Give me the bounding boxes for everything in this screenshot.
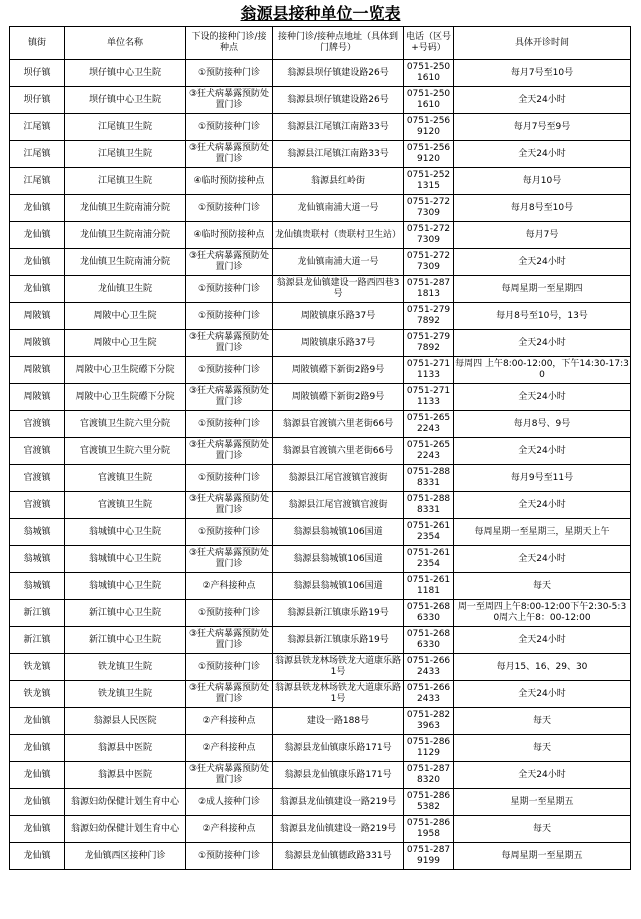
cell-unit-name: 官渡镇卫生院 xyxy=(65,465,186,492)
cell-clinic: ①预防接种门诊 xyxy=(186,654,273,681)
cell-hours: 全天24小时 xyxy=(454,627,631,654)
cell-unit-name: 新江镇中心卫生院 xyxy=(65,600,186,627)
cell-hours: 星期一至星期五 xyxy=(454,789,631,816)
cell-hours: 每周星期一至星期五 xyxy=(454,843,631,870)
cell-hours: 每月15、16、29、30 xyxy=(454,654,631,681)
cell-hours: 每月9号至11号 xyxy=(454,465,631,492)
table-row xyxy=(10,384,631,411)
cell-unit-name: 翁城镇中心卫生院 xyxy=(65,546,186,573)
cell-clinic: ①预防接种门诊 xyxy=(186,411,273,438)
cell-hours: 每月8号至10号，13号 xyxy=(454,303,631,330)
cell-town: 翁城镇 xyxy=(10,573,65,600)
cell-hours: 全天24小时 xyxy=(454,249,631,276)
cell-clinic: ③狂犬病暴露预防处置门诊 xyxy=(186,762,273,789)
cell-town: 新江镇 xyxy=(10,627,65,654)
table-row xyxy=(10,303,631,330)
cell-hours: 每月7号至10号 xyxy=(454,60,631,87)
cell-hours: 每天 xyxy=(454,735,631,762)
cell-hours: 全天24小时 xyxy=(454,330,631,357)
cell-hours: 每月8号、9号 xyxy=(454,411,631,438)
cell-address: 翁源县龙仙镇德政路331号 xyxy=(273,843,404,870)
cell-hours: 全天24小时 xyxy=(454,762,631,789)
cell-address: 翁源县龙仙镇康乐路171号 xyxy=(273,762,404,789)
cell-phone: 0751-2569120 xyxy=(404,141,454,168)
cell-town: 龙仙镇 xyxy=(10,708,65,735)
cell-clinic: ③狂犬病暴露预防处置门诊 xyxy=(186,330,273,357)
cell-unit-name: 翁源妇幼保健计划生育中心 xyxy=(65,816,186,843)
cell-town: 铁龙镇 xyxy=(10,681,65,708)
cell-phone: 0751-2879199 xyxy=(404,843,454,870)
cell-unit-name: 铁龙镇卫生院 xyxy=(65,654,186,681)
cell-address: 翁源县翁城镇106国道 xyxy=(273,573,404,600)
cell-clinic: ④临时预防接种点 xyxy=(186,168,273,195)
cell-town: 翁城镇 xyxy=(10,546,65,573)
cell-clinic: ①预防接种门诊 xyxy=(186,600,273,627)
table-row xyxy=(10,573,631,600)
cell-phone: 0751-2662433 xyxy=(404,654,454,681)
cell-town: 龙仙镇 xyxy=(10,249,65,276)
table-row xyxy=(10,681,631,708)
cell-clinic: ③狂犬病暴露预防处置门诊 xyxy=(186,492,273,519)
cell-clinic: ②成人接种门诊 xyxy=(186,789,273,816)
table-row xyxy=(10,789,631,816)
cell-clinic: ①预防接种门诊 xyxy=(186,303,273,330)
cell-hours: 全天24小时 xyxy=(454,87,631,114)
cell-clinic: ①预防接种门诊 xyxy=(186,195,273,222)
cell-clinic: ③狂犬病暴露预防处置门诊 xyxy=(186,141,273,168)
vaccination-units-table xyxy=(9,26,631,870)
table-row xyxy=(10,87,631,114)
cell-unit-name: 江尾镇卫生院 xyxy=(65,114,186,141)
cell-address: 建设一路188号 xyxy=(273,708,404,735)
cell-unit-name: 龙仙镇卫生院南浦分院 xyxy=(65,222,186,249)
cell-address: 周陂镇礤下新街2路9号 xyxy=(273,357,404,384)
cell-unit-name: 龙仙镇西区接种门诊 xyxy=(65,843,186,870)
cell-town: 龙仙镇 xyxy=(10,195,65,222)
cell-phone: 0751-2612354 xyxy=(404,519,454,546)
cell-address: 翁源县官渡镇六里老街66号 xyxy=(273,438,404,465)
cell-phone: 0751-2888331 xyxy=(404,492,454,519)
cell-hours: 每周四 上午8:00-12:00，下午14:30-17:30 xyxy=(454,357,631,384)
cell-phone: 0751-2662433 xyxy=(404,681,454,708)
cell-unit-name: 翁源妇幼保健计划生育中心 xyxy=(65,789,186,816)
cell-clinic: ①预防接种门诊 xyxy=(186,519,273,546)
cell-town: 周陂镇 xyxy=(10,303,65,330)
cell-hours: 全天24小时 xyxy=(454,492,631,519)
cell-clinic: ②产科接种点 xyxy=(186,573,273,600)
cell-address: 翁源县翁城镇106国道 xyxy=(273,519,404,546)
cell-phone: 0751-2686330 xyxy=(404,600,454,627)
table-row xyxy=(10,519,631,546)
cell-clinic: ③狂犬病暴露预防处置门诊 xyxy=(186,384,273,411)
cell-town: 周陂镇 xyxy=(10,384,65,411)
header-phone: 电话（区号+号码） xyxy=(404,27,454,60)
cell-address: 翁源县新江镇康乐路19号 xyxy=(273,600,404,627)
cell-unit-name: 官渡镇卫生院六里分院 xyxy=(65,411,186,438)
cell-clinic: ①预防接种门诊 xyxy=(186,60,273,87)
cell-phone: 0751-2861129 xyxy=(404,735,454,762)
table-row xyxy=(10,627,631,654)
table-row xyxy=(10,60,631,87)
cell-town: 龙仙镇 xyxy=(10,276,65,303)
cell-phone: 0751-2727309 xyxy=(404,249,454,276)
cell-address: 翁源县翁城镇106国道 xyxy=(273,546,404,573)
cell-phone: 0751-2521315 xyxy=(404,168,454,195)
cell-town: 坝仔镇 xyxy=(10,60,65,87)
table-row xyxy=(10,735,631,762)
table-header-row xyxy=(10,27,631,60)
cell-town: 江尾镇 xyxy=(10,114,65,141)
cell-town: 周陂镇 xyxy=(10,357,65,384)
cell-address: 翁源县铁龙林场铁龙大道康乐路1号 xyxy=(273,681,404,708)
cell-phone: 0751-2711133 xyxy=(404,357,454,384)
cell-clinic: ①预防接种门诊 xyxy=(186,276,273,303)
table-row xyxy=(10,762,631,789)
cell-address: 翁源县龙仙镇康乐路171号 xyxy=(273,735,404,762)
table-row xyxy=(10,465,631,492)
table-row xyxy=(10,600,631,627)
cell-address: 翁源县江尾官渡镇官渡街 xyxy=(273,492,404,519)
cell-hours: 全天24小时 xyxy=(454,141,631,168)
cell-phone: 0751-2797892 xyxy=(404,330,454,357)
cell-phone: 0751-2501610 xyxy=(404,87,454,114)
cell-unit-name: 翁源县中医院 xyxy=(65,762,186,789)
cell-town: 坝仔镇 xyxy=(10,87,65,114)
table-row xyxy=(10,195,631,222)
table-row xyxy=(10,357,631,384)
cell-phone: 0751-2823963 xyxy=(404,708,454,735)
cell-unit-name: 周陂中心卫生院 xyxy=(65,330,186,357)
cell-phone: 0751-2888331 xyxy=(404,465,454,492)
cell-address: 翁源县红岭街 xyxy=(273,168,404,195)
table-body xyxy=(10,60,631,870)
cell-phone: 0751-2501610 xyxy=(404,60,454,87)
cell-address: 翁源县江尾镇江南路33号 xyxy=(273,141,404,168)
cell-unit-name: 龙仙镇卫生院南浦分院 xyxy=(65,195,186,222)
cell-town: 龙仙镇 xyxy=(10,789,65,816)
cell-hours: 全天24小时 xyxy=(454,546,631,573)
cell-town: 周陂镇 xyxy=(10,330,65,357)
cell-clinic: ②产科接种点 xyxy=(186,708,273,735)
cell-town: 官渡镇 xyxy=(10,438,65,465)
table-row xyxy=(10,816,631,843)
cell-unit-name: 坝仔镇中心卫生院 xyxy=(65,87,186,114)
cell-town: 官渡镇 xyxy=(10,492,65,519)
cell-unit-name: 官渡镇卫生院 xyxy=(65,492,186,519)
cell-phone: 0751-2727309 xyxy=(404,222,454,249)
cell-hours: 每月7号 xyxy=(454,222,631,249)
cell-clinic: ①预防接种门诊 xyxy=(186,357,273,384)
cell-address: 翁源县坝仔镇建设路26号 xyxy=(273,60,404,87)
cell-phone: 0751-2871813 xyxy=(404,276,454,303)
cell-address: 周陂镇康乐路37号 xyxy=(273,330,404,357)
cell-unit-name: 坝仔镇中心卫生院 xyxy=(65,60,186,87)
page-title: 翁源县接种单位一览表 xyxy=(240,4,401,23)
cell-unit-name: 翁城镇中心卫生院 xyxy=(65,519,186,546)
table-row xyxy=(10,438,631,465)
cell-phone: 0751-2861958 xyxy=(404,816,454,843)
cell-address: 龙仙镇南浦大道一号 xyxy=(273,249,404,276)
cell-phone: 0751-2865382 xyxy=(404,789,454,816)
cell-unit-name: 翁城镇中心卫生院 xyxy=(65,573,186,600)
table-row xyxy=(10,843,631,870)
cell-unit-name: 周陂中心卫生院 xyxy=(65,303,186,330)
cell-phone: 0751-2652243 xyxy=(404,438,454,465)
table-row xyxy=(10,222,631,249)
cell-unit-name: 江尾镇卫生院 xyxy=(65,141,186,168)
cell-clinic: ②产科接种点 xyxy=(186,735,273,762)
cell-unit-name: 铁龙镇卫生院 xyxy=(65,681,186,708)
cell-hours: 每周星期一至星期四 xyxy=(454,276,631,303)
cell-address: 翁源县江尾官渡镇官渡街 xyxy=(273,465,404,492)
cell-town: 翁城镇 xyxy=(10,519,65,546)
cell-town: 龙仙镇 xyxy=(10,816,65,843)
cell-phone: 0751-2727309 xyxy=(404,195,454,222)
cell-hours: 每月7号至9号 xyxy=(454,114,631,141)
table-row xyxy=(10,411,631,438)
cell-phone: 0751-2878320 xyxy=(404,762,454,789)
cell-address: 翁源县龙仙镇建设一路西四巷3号 xyxy=(273,276,404,303)
table-row xyxy=(10,492,631,519)
cell-town: 龙仙镇 xyxy=(10,762,65,789)
cell-hours: 每月10号 xyxy=(454,168,631,195)
table-row xyxy=(10,141,631,168)
header-town: 镇街 xyxy=(10,27,65,60)
cell-address: 周陂镇康乐路37号 xyxy=(273,303,404,330)
cell-address: 翁源县官渡镇六里老街66号 xyxy=(273,411,404,438)
cell-clinic: ②产科接种点 xyxy=(186,816,273,843)
table-row xyxy=(10,654,631,681)
cell-phone: 0751-2686330 xyxy=(404,627,454,654)
cell-clinic: ①预防接种门诊 xyxy=(186,114,273,141)
header-address: 接种门诊/接种点地址（具体到门牌号） xyxy=(273,27,404,60)
cell-phone: 0751-2652243 xyxy=(404,411,454,438)
cell-clinic: ③狂犬病暴露预防处置门诊 xyxy=(186,627,273,654)
cell-clinic: ③狂犬病暴露预防处置门诊 xyxy=(186,681,273,708)
cell-town: 江尾镇 xyxy=(10,168,65,195)
cell-address: 周陂镇礤下新街2路9号 xyxy=(273,384,404,411)
cell-hours: 每天 xyxy=(454,816,631,843)
cell-address: 龙仙镇贵联村（贵联村卫生站） xyxy=(273,222,404,249)
header-clinic: 下设的接种门诊/接种点 xyxy=(186,27,273,60)
cell-unit-name: 周陂中心卫生院礤下分院 xyxy=(65,384,186,411)
cell-clinic: ③狂犬病暴露预防处置门诊 xyxy=(186,249,273,276)
cell-unit-name: 周陂中心卫生院礤下分院 xyxy=(65,357,186,384)
cell-town: 江尾镇 xyxy=(10,141,65,168)
cell-phone: 0751-2569120 xyxy=(404,114,454,141)
cell-hours: 每天 xyxy=(454,708,631,735)
cell-address: 翁源县新江镇康乐路19号 xyxy=(273,627,404,654)
cell-phone: 0751-2611181 xyxy=(404,573,454,600)
table-row xyxy=(10,249,631,276)
cell-address: 翁源县龙仙镇建设一路219号 xyxy=(273,816,404,843)
cell-town: 龙仙镇 xyxy=(10,843,65,870)
cell-hours: 每天 xyxy=(454,573,631,600)
cell-town: 官渡镇 xyxy=(10,465,65,492)
header-unit-name: 单位名称 xyxy=(65,27,186,60)
cell-clinic: ③狂犬病暴露预防处置门诊 xyxy=(186,546,273,573)
cell-address: 翁源县江尾镇江南路33号 xyxy=(273,114,404,141)
cell-address: 翁源县坝仔镇建设路26号 xyxy=(273,87,404,114)
cell-clinic: ③狂犬病暴露预防处置门诊 xyxy=(186,438,273,465)
cell-hours: 每周星期一至星期三，星期天上午 xyxy=(454,519,631,546)
cell-town: 龙仙镇 xyxy=(10,735,65,762)
cell-clinic: ①预防接种门诊 xyxy=(186,465,273,492)
cell-unit-name: 官渡镇卫生院六里分院 xyxy=(65,438,186,465)
cell-address: 翁源县龙仙镇建设一路219号 xyxy=(273,789,404,816)
cell-unit-name: 翁源县中医院 xyxy=(65,735,186,762)
cell-hours: 全天24小时 xyxy=(454,681,631,708)
cell-hours: 周一至周四上午8:00-12:00下午2:30-5:30周六上午8：00-12:00 xyxy=(454,600,631,627)
table-row xyxy=(10,168,631,195)
cell-town: 铁龙镇 xyxy=(10,654,65,681)
cell-unit-name: 翁源县人民医院 xyxy=(65,708,186,735)
cell-phone: 0751-2711133 xyxy=(404,384,454,411)
cell-phone: 0751-2612354 xyxy=(404,546,454,573)
cell-unit-name: 江尾镇卫生院 xyxy=(65,168,186,195)
table-row xyxy=(10,708,631,735)
header-hours: 具体开诊时间 xyxy=(454,27,631,60)
table-row xyxy=(10,276,631,303)
table-row xyxy=(10,330,631,357)
table-row xyxy=(10,546,631,573)
cell-clinic: ①预防接种门诊 xyxy=(186,843,273,870)
cell-unit-name: 新江镇中心卫生院 xyxy=(65,627,186,654)
cell-town: 官渡镇 xyxy=(10,411,65,438)
cell-unit-name: 龙仙镇卫生院 xyxy=(65,276,186,303)
cell-phone: 0751-2797892 xyxy=(404,303,454,330)
cell-hours: 每月8号至10号 xyxy=(454,195,631,222)
cell-hours: 全天24小时 xyxy=(454,384,631,411)
cell-town: 新江镇 xyxy=(10,600,65,627)
cell-address: 龙仙镇南浦大道一号 xyxy=(273,195,404,222)
cell-clinic: ③狂犬病暴露预防处置门诊 xyxy=(186,87,273,114)
cell-unit-name: 龙仙镇卫生院南浦分院 xyxy=(65,249,186,276)
cell-town: 龙仙镇 xyxy=(10,222,65,249)
table-row xyxy=(10,114,631,141)
cell-hours: 全天24小时 xyxy=(454,438,631,465)
cell-address: 翁源县铁龙林场铁龙大道康乐路1号 xyxy=(273,654,404,681)
cell-clinic: ④临时预防接种点 xyxy=(186,222,273,249)
